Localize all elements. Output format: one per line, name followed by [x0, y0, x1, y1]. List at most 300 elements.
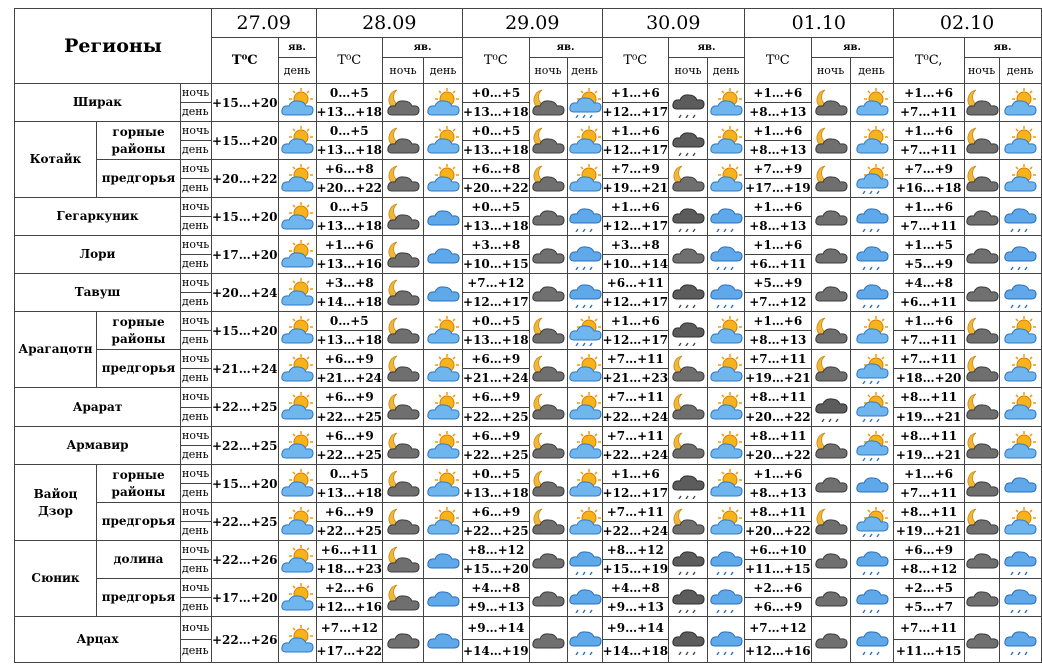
temp-day: +20…+22 [316, 179, 383, 198]
temp-night: +6…+9 [463, 503, 530, 522]
sun-rain-icon [850, 503, 893, 541]
sun-cloud-icon [278, 236, 316, 274]
temp-night: +9…+14 [463, 617, 530, 640]
subregion-name: горные районы [97, 465, 181, 503]
night-header: ночь [964, 58, 999, 84]
table-row [15, 350, 1042, 369]
dark-cloud-icon [529, 617, 567, 663]
temp-night: +7…+9 [745, 160, 812, 179]
temp-night: +6…+9 [893, 541, 964, 560]
temp-night: +7…+11 [602, 350, 669, 369]
day-header: день [424, 58, 463, 84]
sun-cloud-icon [278, 160, 316, 198]
temp-day: +7…+11 [893, 103, 964, 122]
temp-night: +1…+6 [602, 312, 669, 331]
moon-cloud-icon [669, 388, 708, 427]
rain-blue-icon [999, 579, 1041, 617]
moon-cloud-icon [383, 312, 424, 350]
temp-day: +22…+24 [602, 446, 669, 465]
temp-header: T⁰C [602, 38, 669, 84]
regions-header: Регионы [15, 9, 212, 84]
moon-cloud-icon [529, 84, 567, 122]
temp-day: +22…+25 [212, 503, 279, 541]
moon-cloud-icon [669, 503, 708, 541]
temp-day: +12…+17 [463, 293, 530, 312]
sun-cloud-icon [850, 312, 893, 350]
day-label: день [181, 522, 212, 541]
temp-night: +6…+11 [602, 274, 669, 293]
sun-cloud-icon [424, 84, 463, 122]
region-name: Сюник [15, 541, 97, 617]
sun-rain-icon [850, 160, 893, 198]
table-row [15, 503, 1042, 522]
moon-cloud-icon [811, 350, 850, 388]
temp-night: +1…+6 [893, 198, 964, 217]
table-row [15, 274, 1042, 293]
day-label: день [181, 640, 212, 663]
blue-cloud-icon [424, 541, 463, 579]
temp-day: +6…+11 [745, 255, 812, 274]
temp-night: +6…+11 [316, 541, 383, 560]
sun-cloud-icon [424, 312, 463, 350]
temp-night: 0…+5 [316, 312, 383, 331]
sun-cloud-icon [278, 465, 316, 503]
sun-cloud-icon [567, 503, 602, 541]
table-row [15, 198, 1042, 217]
rain-blue-icon [999, 198, 1041, 236]
blue-cloud-icon [424, 198, 463, 236]
table-row [15, 427, 1042, 446]
temp-day: +13…+16 [316, 255, 383, 274]
moon-cloud-icon [383, 84, 424, 122]
night-label: ночь [181, 236, 212, 255]
sun-cloud-icon [567, 427, 602, 465]
temp-day: +8…+13 [745, 141, 812, 160]
region-name: Арцах [15, 617, 181, 663]
temp-night: +1…+6 [893, 312, 964, 331]
temp-header: T⁰C [745, 38, 812, 84]
dark-cloud-icon [529, 198, 567, 236]
temp-header: T⁰C [463, 38, 530, 84]
temp-day: +22…+25 [463, 522, 530, 541]
sun-cloud-icon [278, 312, 316, 350]
temp-day: +8…+13 [745, 217, 812, 236]
sun-cloud-icon [424, 160, 463, 198]
rain-blue-icon [567, 198, 602, 236]
night-label: ночь [181, 427, 212, 446]
sun-cloud-icon [424, 503, 463, 541]
temp-night: +0…+5 [463, 198, 530, 217]
sun-cloud-icon [278, 503, 316, 541]
temp-night: +4…+8 [602, 579, 669, 598]
sun-cloud-icon [708, 122, 745, 160]
temp-night: 0…+5 [316, 84, 383, 103]
temp-night: +8…+11 [745, 388, 812, 408]
temp-night: +1…+6 [316, 236, 383, 255]
day-label: день [181, 293, 212, 312]
temp-day: +21…+24 [463, 369, 530, 388]
temp-night: +1…+6 [893, 122, 964, 141]
day-header: день [999, 58, 1041, 84]
sun-cloud-icon [708, 427, 745, 465]
blue-cloud-icon [424, 236, 463, 274]
moon-cloud-icon [669, 350, 708, 388]
temp-day: +20…+22 [745, 522, 812, 541]
table-row [15, 541, 1042, 560]
temp-day: +14…+19 [463, 640, 530, 663]
dark-cloud-icon [811, 236, 850, 274]
sun-cloud-icon [999, 160, 1041, 198]
temp-day: +6…+9 [745, 598, 812, 617]
dark-cloud-icon [811, 617, 850, 663]
moon-cloud-icon [383, 350, 424, 388]
night-label: ночь [181, 503, 212, 522]
night-header: ночь [529, 58, 567, 84]
night-header: ночь [669, 58, 708, 84]
moon-cloud-icon [383, 122, 424, 160]
day-label: день [181, 560, 212, 579]
temp-day: +8…+13 [745, 103, 812, 122]
moon-cloud-icon [964, 160, 999, 198]
night-label: ночь [181, 198, 212, 217]
sun-cloud-icon [278, 579, 316, 617]
temp-night: +8…+11 [745, 503, 812, 522]
moon-cloud-icon [529, 503, 567, 541]
temp-night: +6…+9 [316, 350, 383, 369]
day-label: день [181, 446, 212, 465]
temp-day: +7…+11 [893, 141, 964, 160]
subregion-name: горные районы [97, 122, 181, 160]
temp-night: +8…+11 [893, 427, 964, 446]
temp-day: +21…+24 [316, 369, 383, 388]
temp-night: +7…+11 [602, 503, 669, 522]
temp-day: +15…+20 [212, 198, 279, 236]
temp-night: +1…+6 [745, 84, 812, 103]
temp-night: +7…+11 [893, 350, 964, 369]
table-row [15, 312, 1042, 331]
rain-cloud-icon [669, 198, 708, 236]
temp-night: +8…+11 [893, 503, 964, 522]
sun-cloud-icon [567, 465, 602, 503]
sun-cloud-icon [278, 541, 316, 579]
dark-cloud-icon [529, 236, 567, 274]
moon-cloud-icon [964, 503, 999, 541]
table-row [15, 579, 1042, 598]
temp-day: +12…+17 [602, 484, 669, 503]
day-label: день [181, 484, 212, 503]
temp-day: +12…+17 [602, 103, 669, 122]
night-label: ночь [181, 465, 212, 484]
day-label: день [181, 369, 212, 388]
temp-night: +7…+9 [602, 160, 669, 179]
rain-cloud-icon [669, 465, 708, 503]
sun-cloud-icon [850, 122, 893, 160]
sun-cloud-icon [278, 84, 316, 122]
temp-night: 0…+5 [316, 465, 383, 484]
rain-blue-icon [567, 236, 602, 274]
rain-blue-icon [999, 236, 1041, 274]
day-label: день [181, 179, 212, 198]
temp-day: +19…+21 [893, 522, 964, 541]
temp-day: +11…+15 [745, 560, 812, 579]
forecast-table [14, 8, 1042, 663]
temp-day: +19…+21 [745, 369, 812, 388]
sun-cloud-icon [424, 388, 463, 427]
temp-night: +7…+9 [893, 160, 964, 179]
table-row [15, 122, 1042, 141]
dark-cloud-icon [529, 541, 567, 579]
sun-cloud-icon [567, 160, 602, 198]
subregion-name: предгорья [97, 503, 181, 541]
blue-cloud-icon [424, 579, 463, 617]
temp-day: +13…+18 [463, 103, 530, 122]
sun-cloud-icon [708, 84, 745, 122]
temp-night: +1…+6 [893, 84, 964, 103]
moon-cloud-icon [383, 236, 424, 274]
temp-day: +7…+11 [893, 217, 964, 236]
temp-day: +13…+18 [316, 484, 383, 503]
rain-blue-icon [708, 198, 745, 236]
temp-day: +13…+18 [463, 141, 530, 160]
moon-cloud-icon [811, 312, 850, 350]
temp-night: +1…+6 [602, 84, 669, 103]
moon-cloud-icon [529, 122, 567, 160]
rain-blue-icon [708, 617, 745, 663]
moon-cloud-icon [529, 160, 567, 198]
rain-blue-icon [708, 541, 745, 579]
temp-day: +15…+20 [212, 122, 279, 160]
moon-cloud-icon [383, 388, 424, 427]
temp-night: +8…+12 [463, 541, 530, 560]
dark-cloud-icon [811, 465, 850, 503]
rain-blue-icon [708, 274, 745, 312]
rain-blue-icon [850, 617, 893, 663]
temp-day: +20…+24 [212, 274, 279, 312]
day-label: день [181, 141, 212, 160]
night-label: ночь [181, 160, 212, 179]
night-header: ночь [811, 58, 850, 84]
dark-cloud-icon [964, 579, 999, 617]
temp-night: +6…+9 [316, 427, 383, 446]
temp-day: +13…+18 [316, 217, 383, 236]
region-name: Котайк [15, 122, 97, 198]
temp-day: +17…+22 [316, 640, 383, 663]
table-row [15, 236, 1042, 255]
temp-day: +18…+20 [893, 369, 964, 388]
temp-night: +7…+11 [893, 617, 964, 640]
moon-cloud-icon [383, 198, 424, 236]
sun-rain-icon [850, 388, 893, 427]
sun-cloud-icon [278, 388, 316, 427]
temp-day: +12…+17 [602, 331, 669, 350]
temp-night: 0…+5 [316, 122, 383, 141]
sun-cloud-icon [567, 388, 602, 427]
night-label: ночь [181, 274, 212, 293]
night-label: ночь [181, 579, 212, 598]
sun-cloud-icon [708, 388, 745, 427]
moon-cloud-icon [811, 84, 850, 122]
dark-cloud-icon [811, 274, 850, 312]
sun-cloud-icon [278, 122, 316, 160]
sun-cloud-icon [999, 388, 1041, 427]
temp-night: +8…+11 [745, 427, 812, 446]
temp-night: +1…+6 [745, 465, 812, 484]
day-header: день [708, 58, 745, 84]
temp-night: +7…+12 [745, 617, 812, 640]
blue-cloud-icon [424, 274, 463, 312]
temp-night: +1…+6 [602, 465, 669, 484]
temp-day: +5…+7 [893, 598, 964, 617]
table-row [15, 84, 1042, 103]
temp-night: +7…+11 [602, 388, 669, 408]
temp-day: +5…+9 [893, 255, 964, 274]
temp-night: +4…+8 [893, 274, 964, 293]
temp-day: +9…+13 [602, 598, 669, 617]
temp-night: +6…+9 [463, 388, 530, 408]
dark-cloud-icon [811, 198, 850, 236]
day-label: день [181, 103, 212, 122]
temp-day: +22…+25 [463, 407, 530, 427]
sun-cloud-icon [708, 160, 745, 198]
moon-cloud-icon [669, 160, 708, 198]
temp-header: T⁰C [212, 38, 279, 84]
temp-day: +22…+26 [212, 541, 279, 579]
temp-night: +2…+5 [893, 579, 964, 598]
temp-night: +8…+12 [602, 541, 669, 560]
sun-cloud-icon [278, 617, 316, 663]
temp-day: +21…+23 [602, 369, 669, 388]
sun-cloud-icon [708, 503, 745, 541]
date-header: 27.09 [212, 9, 317, 38]
sun-rain-icon [567, 84, 602, 122]
temp-night: +6…+9 [463, 427, 530, 446]
temp-night: +1…+6 [745, 236, 812, 255]
table-row [15, 617, 1042, 640]
dark-cloud-icon [964, 617, 999, 663]
temp-day: +20…+22 [745, 407, 812, 427]
subregion-name: горные районы [97, 312, 181, 350]
sun-cloud-icon [999, 312, 1041, 350]
moon-cloud-icon [811, 503, 850, 541]
temp-day: +17…+20 [212, 236, 279, 274]
sun-cloud-icon [999, 350, 1041, 388]
rain-cloud-icon [669, 122, 708, 160]
temp-day: +22…+25 [316, 446, 383, 465]
moon-cloud-icon [811, 122, 850, 160]
table-row [15, 465, 1042, 484]
rain-cloud-icon [669, 541, 708, 579]
rain-blue-icon [567, 617, 602, 663]
temp-night: +0…+5 [463, 465, 530, 484]
temp-night: +1…+6 [893, 465, 964, 484]
rain-blue-icon [708, 579, 745, 617]
phenomena-header: яв. [529, 38, 602, 58]
temp-day: +22…+25 [463, 446, 530, 465]
temp-day: +12…+17 [602, 141, 669, 160]
temp-night: +7…+12 [463, 274, 530, 293]
rain-cloud-icon [669, 579, 708, 617]
temp-day: +18…+23 [316, 560, 383, 579]
rain-cloud-icon [669, 617, 708, 663]
temp-night: +6…+10 [745, 541, 812, 560]
temp-day: +8…+13 [745, 331, 812, 350]
temp-day: +13…+18 [316, 331, 383, 350]
temp-night: +1…+5 [893, 236, 964, 255]
temp-night: +2…+6 [316, 579, 383, 598]
sun-cloud-icon [278, 350, 316, 388]
temp-night: +3…+8 [602, 236, 669, 255]
temp-day: +20…+22 [212, 160, 279, 198]
temp-night: +1…+6 [745, 122, 812, 141]
temp-day: +19…+21 [893, 446, 964, 465]
night-label: ночь [181, 122, 212, 141]
subregion-name: предгорья [97, 579, 181, 617]
temp-day: +15…+20 [212, 312, 279, 350]
region-name: Вайоц Дзор [15, 465, 97, 541]
temp-night: +2…+6 [745, 579, 812, 598]
date-header: 28.09 [316, 9, 463, 38]
temp-night: +7…+11 [745, 350, 812, 369]
night-label: ночь [181, 350, 212, 369]
temp-day: +17…+20 [212, 579, 279, 617]
moon-cloud-icon [529, 427, 567, 465]
temp-header: T⁰C [316, 38, 383, 84]
dark-cloud-icon [964, 541, 999, 579]
moon-cloud-icon [529, 350, 567, 388]
temp-night: +0…+5 [463, 84, 530, 103]
moon-cloud-icon [383, 427, 424, 465]
phenomena-header: яв. [383, 38, 463, 58]
temp-day: +22…+25 [212, 427, 279, 465]
moon-cloud-icon [383, 579, 424, 617]
rain-blue-icon [850, 541, 893, 579]
dark-cloud-icon [529, 579, 567, 617]
day-header: день [278, 58, 316, 84]
date-header: 30.09 [602, 9, 745, 38]
moon-cloud-icon [964, 84, 999, 122]
date-header: 02.10 [893, 9, 1041, 38]
night-label: ночь [181, 541, 212, 560]
temp-day: +22…+24 [602, 407, 669, 427]
rain-blue-icon [999, 274, 1041, 312]
sun-cloud-icon [850, 84, 893, 122]
temp-day: +13…+18 [316, 141, 383, 160]
temp-night: +6…+9 [463, 350, 530, 369]
temp-day: +12…+17 [602, 293, 669, 312]
rain-blue-icon [850, 198, 893, 236]
temp-day: +8…+12 [893, 560, 964, 579]
temp-night: +6…+8 [316, 160, 383, 179]
day-label: день [181, 598, 212, 617]
night-label: ночь [181, 617, 212, 640]
temp-day: +13…+18 [463, 217, 530, 236]
sun-rain-icon [567, 312, 602, 350]
sun-cloud-icon [424, 122, 463, 160]
temp-day: +13…+18 [316, 103, 383, 122]
dark-cloud-icon [383, 617, 424, 663]
moon-cloud-icon [383, 465, 424, 503]
dark-cloud-icon [811, 541, 850, 579]
temp-day: +14…+18 [602, 640, 669, 663]
temp-night: +0…+5 [463, 122, 530, 141]
temp-night: +1…+6 [602, 198, 669, 217]
dark-cloud-icon [964, 198, 999, 236]
temp-day: +21…+24 [212, 350, 279, 388]
temp-day: +7…+11 [893, 331, 964, 350]
moon-cloud-icon [383, 541, 424, 579]
sun-cloud-icon [567, 122, 602, 160]
region-name: Арарат [15, 388, 181, 427]
